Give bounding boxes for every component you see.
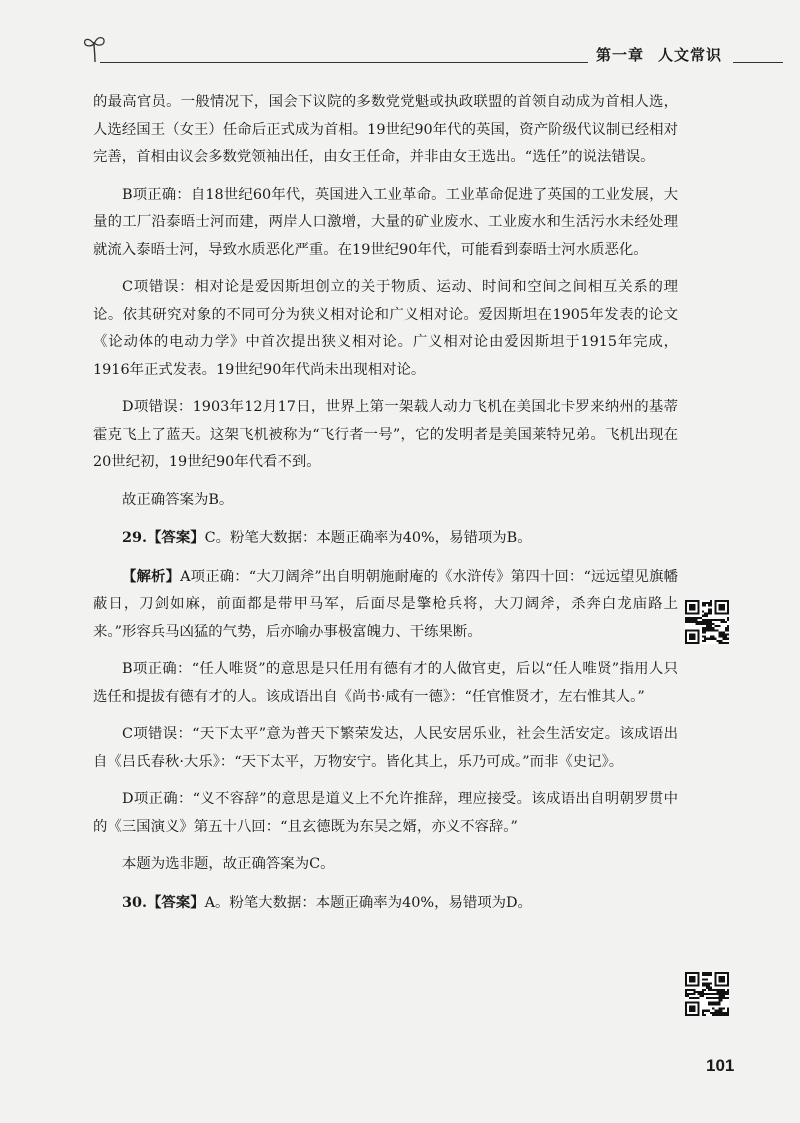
paragraph-text: C项错误：“天下太平”意为普天下繁荣发达，人民安居乐业，社会生活安定。该成语出自《吕氏春秋·大乐》：“天下太平，万物安宁。皆化其上，乐乃可成。”而非《史记》。	[93, 726, 678, 770]
chapter-label: 第一章	[596, 46, 645, 64]
answer-paragraph	[93, 524, 678, 553]
main-text	[93, 89, 678, 927]
paragraph	[93, 721, 678, 776]
paragraph-text: 故正确答案为B。	[122, 491, 234, 508]
paragraph-text: B项正确：“任人唯贤”的意思是只任用有德有才的人做官吏，后以“任人唯贤”指用人只选任和提拔有德有才的人。该成语出自《尚书·咸有一德》：“任官惟贤才，左右惟其人。”	[93, 661, 678, 705]
qr-code-icon[interactable]	[685, 600, 729, 644]
paragraph-text: 的最高官员。一般情况下，国会下议院的多数党党魁或执政联盟的首领自动成为首相人选，人选经国王（女王）任命后正式成为首相。19世纪90年代的英国，资产阶级代议制已经相对完善，首相由议会多数党领袖出任，由女王任命，并非由女王选出。“选任”的说法错误。	[93, 94, 678, 165]
analysis-paragraph	[93, 563, 678, 647]
paragraph	[93, 182, 678, 265]
paragraph	[93, 851, 678, 879]
paragraph-text: D项错误：1903年12月17日，世界上第一架载人动力飞机在美国北卡罗来纳州的基蒂霍克飞上了蓝天。这架飞机被称为“飞行者一号”，它的发明者是美国莱特兄弟。飞机出现在20世纪初，19世纪90年代看不到。	[93, 399, 678, 470]
paragraph	[93, 656, 678, 711]
answer-tag: 29.【答案】	[122, 529, 205, 546]
paragraph	[93, 394, 678, 477]
page-number: 101	[706, 1056, 735, 1075]
paragraph	[93, 89, 678, 172]
qr-code-icon[interactable]	[685, 972, 729, 1016]
answer-tag: 30.【答案】	[122, 893, 205, 911]
paragraph-text: B项正确：自18世纪60年代，英国进入工业革命。工业革命促进了英国的工业发展，大量的工厂沿泰晤士河而建，两岸人口激增，大量的矿业废水、工业废水和生活污水未经处理就流入泰晤士河，导致水质恶化严重。在19世纪90年代，可能看到泰晤士河水质恶化。	[93, 186, 678, 258]
section-label: 人文常识	[658, 46, 723, 64]
paragraph	[93, 274, 678, 384]
paragraph-text: A。粉笔大数据：本题正确率为40%，易错项为D。	[204, 894, 532, 911]
paragraph	[93, 786, 678, 841]
header-rule-left	[100, 62, 588, 63]
answer-paragraph	[93, 889, 678, 918]
paragraph-text: C。粉笔大数据：本题正确率为40%，易错项为B。	[204, 530, 532, 546]
header-rule-right	[733, 62, 783, 63]
paragraph-text: A项正确：“大刀阔斧”出自明朝施耐庵的《水浒传》第四十回：“远远望见旗幡蔽日，刀剑如麻，前面都是带甲马军，后面尽是擎枪兵将，大刀阔斧，杀奔白龙庙路上来。”形容兵马凶猛的气势，后亦喻办事极富魄力、干练果断。	[93, 568, 678, 640]
paragraph-text: C项错误：相对论是爱因斯坦创立的关于物质、运动、时间和空间之间相互关系的理论。依其研究对象的不同可分为狭义相对论和广义相对论。爱因斯坦在1905年发表的论文《论动体的电动力学》中首次提出狭义相对论。广义相对论由爱因斯坦于1915年完成，1916年正式发表。19世纪90年代尚未出现相对论。	[93, 279, 678, 378]
running-header	[0, 0, 800, 80]
paragraph-text: D项正确：“义不容辞”的意思是道义上不允许推辞，理应接受。该成语出自明朝罗贯中的《三国演义》第五十八回：“且玄德既为东吴之婿，亦义不容辞。”	[93, 791, 678, 835]
analysis-tag: 【解析】	[122, 567, 181, 585]
sprout-icon	[82, 34, 108, 64]
chapter-title	[596, 44, 722, 65]
paragraph	[93, 487, 678, 515]
paragraph-text: 本题为选非题，故正确答案为C。	[122, 856, 335, 872]
